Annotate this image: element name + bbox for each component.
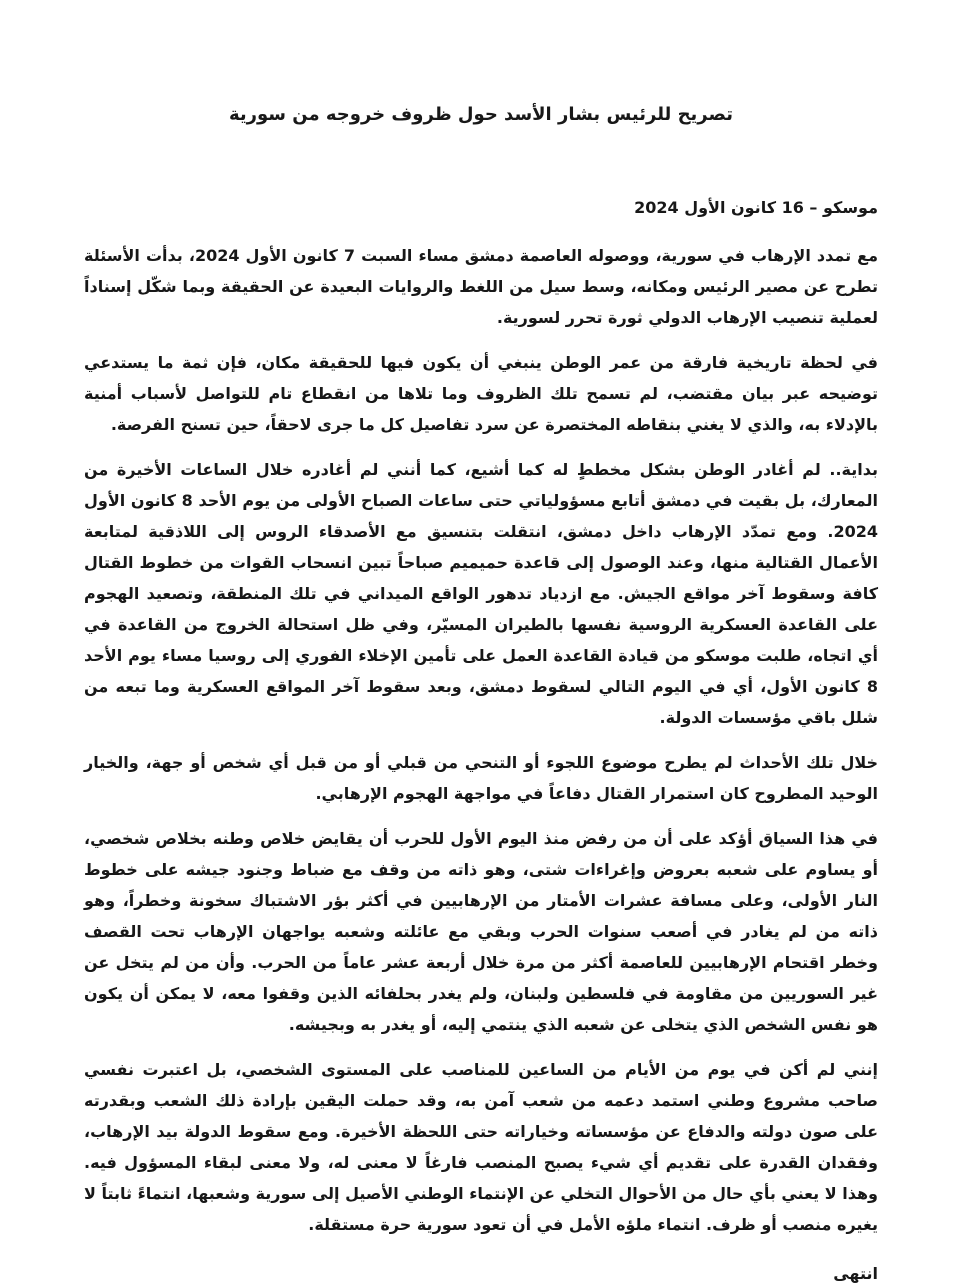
paragraph-1: مع تمدد الإرهاب في سورية، ووصوله العاصمة دمشق مساء السبت 7 كانون الأول 2024، بدأت الأسئلة تطرح عن مصير الرئيس ومكانه، وسط سيل من اللغط والروايات البعيدة عن الحقيقة وبما شكّل إسناداً لعملية تنصيب الإرهاب الدولي ثورة تحرر لسورية. <box>84 246 878 327</box>
document-title: تصريح للرئيس بشار الأسد حول ظروف خروجه من سورية <box>228 104 734 125</box>
dateline: موسكو – 16 كانون الأول 2024 <box>634 198 878 217</box>
document-body <box>84 240 878 1240</box>
closing-word: انتهى <box>833 1264 878 1283</box>
paragraph-6: إنني لم أكن في يوم من الأيام من الساعين للمناصب على المستوى الشخصي، بل اعتبرت نفسي صاحب مشروع وطني استمد دعمه من شعب آمن به، وقد حملت اليقين بإرادة ذلك الشعب وبقدرته على صون دولته والدفاع عن مؤسساته وخياراته حتى اللحظة الأخيرة. ومع سقوط الدولة بيد الإرهاب، وفقدان القدرة على تقديم أي شيء يصبح المنصب فارغاً لا معنى له، ولا معنى لبقاء المسؤول فيه. وهذا لا يعني بأي حال من الأحوال التخلي عن الإنتماء الوطني الأصيل إلى سورية وشعبها، انتماءً ثابتاً لا يغيره منصب أو ظرف. انتماء ملؤه الأمل في أن تعود سورية حرة مستقلة. <box>84 1060 878 1234</box>
paragraph-3: بداية.. لم أغادر الوطن بشكل مخططٍ له كما أشيع، كما أنني لم أغادره خلال الساعات الأخيرة من المعارك، بل بقيت في دمشق أتابع مسؤولياتي حتى ساعات الصباح الأولى من يوم الأحد 8 كانون الأول 2024. ومع تمدّد الإرهاب داخل دمشق، انتقلت بتنسيق مع الأصدقاء الروس إلى اللاذقية لمتابعة الأعمال القتالية منها، وعند الوصول إلى قاعدة حميميم صباحاً تبين انسحاب القوات من خطوط القتال كافة وسقوط آخر مواقع الجيش. مع ازدياد تدهور الواقع الميداني في تلك المنطقة، وتصعيد الهجوم على القاعدة العسكرية الروسية نفسها بالطيران المسيّر، وفي ظل استحالة الخروج من القاعدة في أي اتجاه، طلبت موسكو من قيادة القاعدة العمل على تأمين الإخلاء الفوري إلى روسيا مساء يوم الأحد 8 كانون الأول، أي في اليوم التالي لسقوط دمشق، وبعد سقوط آخر المواقع العسكرية وما تبعه من شلل باقي مؤسسات الدولة. <box>84 460 879 727</box>
paragraph-4: خلال تلك الأحداث لم يطرح موضوع اللجوء أو التنحي من قبلي أو من قبل أي شخص أو جهة، والخيار الوحيد المطروح كان استمرار القتال دفاعاً في مواجهة الهجوم الإرهابي. <box>84 753 878 803</box>
paragraph-5: في هذا السياق أؤكد على أن من رفض منذ اليوم الأول للحرب أن يقايض خلاص وطنه بخلاص شخصي، أو يساوم على شعبه بعروض وإغراءات شتى، وهو ذاته من وقف مع ضباط وجنود جيشه على خطوط النار الأولى، وعلى مسافة عشرات الأمتار من الإرهابيين في أكثر بؤر الاشتباك سخونة وخطراً، وهو ذاته من لم يغادر في أصعب سنوات الحرب وبقي مع عائلته وشعبه يواجهان الإرهاب تحت القصف وخطر اقتحام الإرهابيين للعاصمة أكثر من مرة خلال أربعة عشر عاماً من الحرب. وأن من لم يتخل عن غير السوريين من مقاومة في فلسطين ولبنان، ولم يغدر بحلفائه الذين وقفوا معه، لا يمكن أن يكون هو نفس الشخص الذي يتخلى عن شعبه الذي ينتمي إليه، أو يغدر به وبجيشه. <box>84 829 878 1034</box>
paragraph-2: في لحظة تاريخية فارقة من عمر الوطن ينبغي أن يكون فيها للحقيقة مكان، فإن ثمة ما يستدعي توضيحه عبر بيان مقتضب، لم تسمح تلك الظروف وما تلاها من انقطاع تام للتواصل لأسباب أمنية بالإدلاء به، والذي لا يغني بنقاطه المختصرة عن سرد تفاصيل كل ما جرى لاحقاً، حين تسنح الفرصة. <box>84 353 878 434</box>
